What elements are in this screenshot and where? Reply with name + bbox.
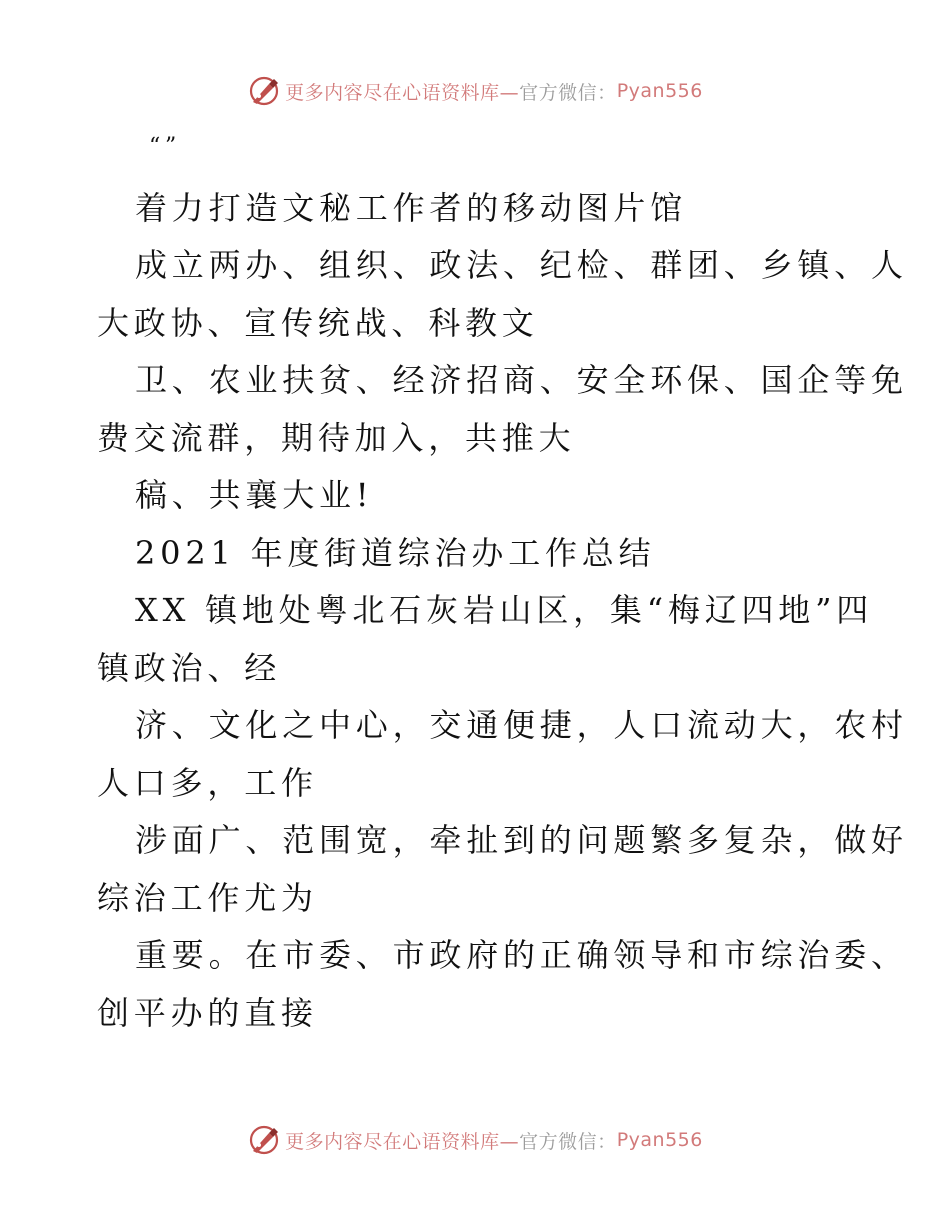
watermark-text: 更多内容尽在心语资料库—	[285, 1130, 520, 1153]
text-line: 稿、共襄大业!	[135, 476, 374, 514]
text-line: XX 镇地处粤北石灰岩山区，集“梅辽四地”四	[135, 591, 874, 629]
text-line: 人口多，工作	[97, 763, 318, 802]
text-line: 创平办的直接	[97, 993, 318, 1032]
watermark-wechat-label: 官方微信：	[519, 1130, 617, 1153]
text-line: 镇政治、经	[97, 648, 282, 687]
footer-watermark	[0, 1123, 950, 1157]
text-line: 着力打造文秘工作者的移动图片馆	[135, 188, 688, 227]
text-line: 济、文化之中心，交通便捷，人口流动大，农村	[135, 706, 908, 744]
text-line: 重要。在市委、市政府的正确领导和市综治委、	[135, 936, 908, 974]
text-line: 卫、农业扶贫、经济招商、安全环保、国企等免	[135, 361, 908, 399]
text-line: 大政协、宣传统战、科教文	[97, 303, 539, 342]
text-line: “”	[149, 134, 182, 159]
pen-seal-icon	[247, 74, 281, 108]
document-body	[97, 122, 908, 1042]
text-line: 成立两办、组织、政法、纪检、群团、乡镇、人	[135, 246, 908, 284]
text-line: 涉面广、范围宽，牵扯到的问题繁多复杂，做好	[135, 821, 908, 859]
text-line: 费交流群，期待加入，共推大	[97, 418, 576, 457]
watermark-wechat-id: Pyan556	[616, 1129, 703, 1151]
watermark-wechat-id: Pyan556	[616, 80, 703, 102]
text-line: 综治工作尤为	[97, 878, 318, 917]
header-watermark	[0, 74, 950, 108]
watermark-wechat-label: 官方微信：	[519, 81, 617, 104]
text-line: 2021 年度街道综治办工作总结	[135, 533, 656, 572]
watermark-text: 更多内容尽在心语资料库—	[285, 81, 520, 104]
pen-seal-icon	[247, 1123, 281, 1157]
